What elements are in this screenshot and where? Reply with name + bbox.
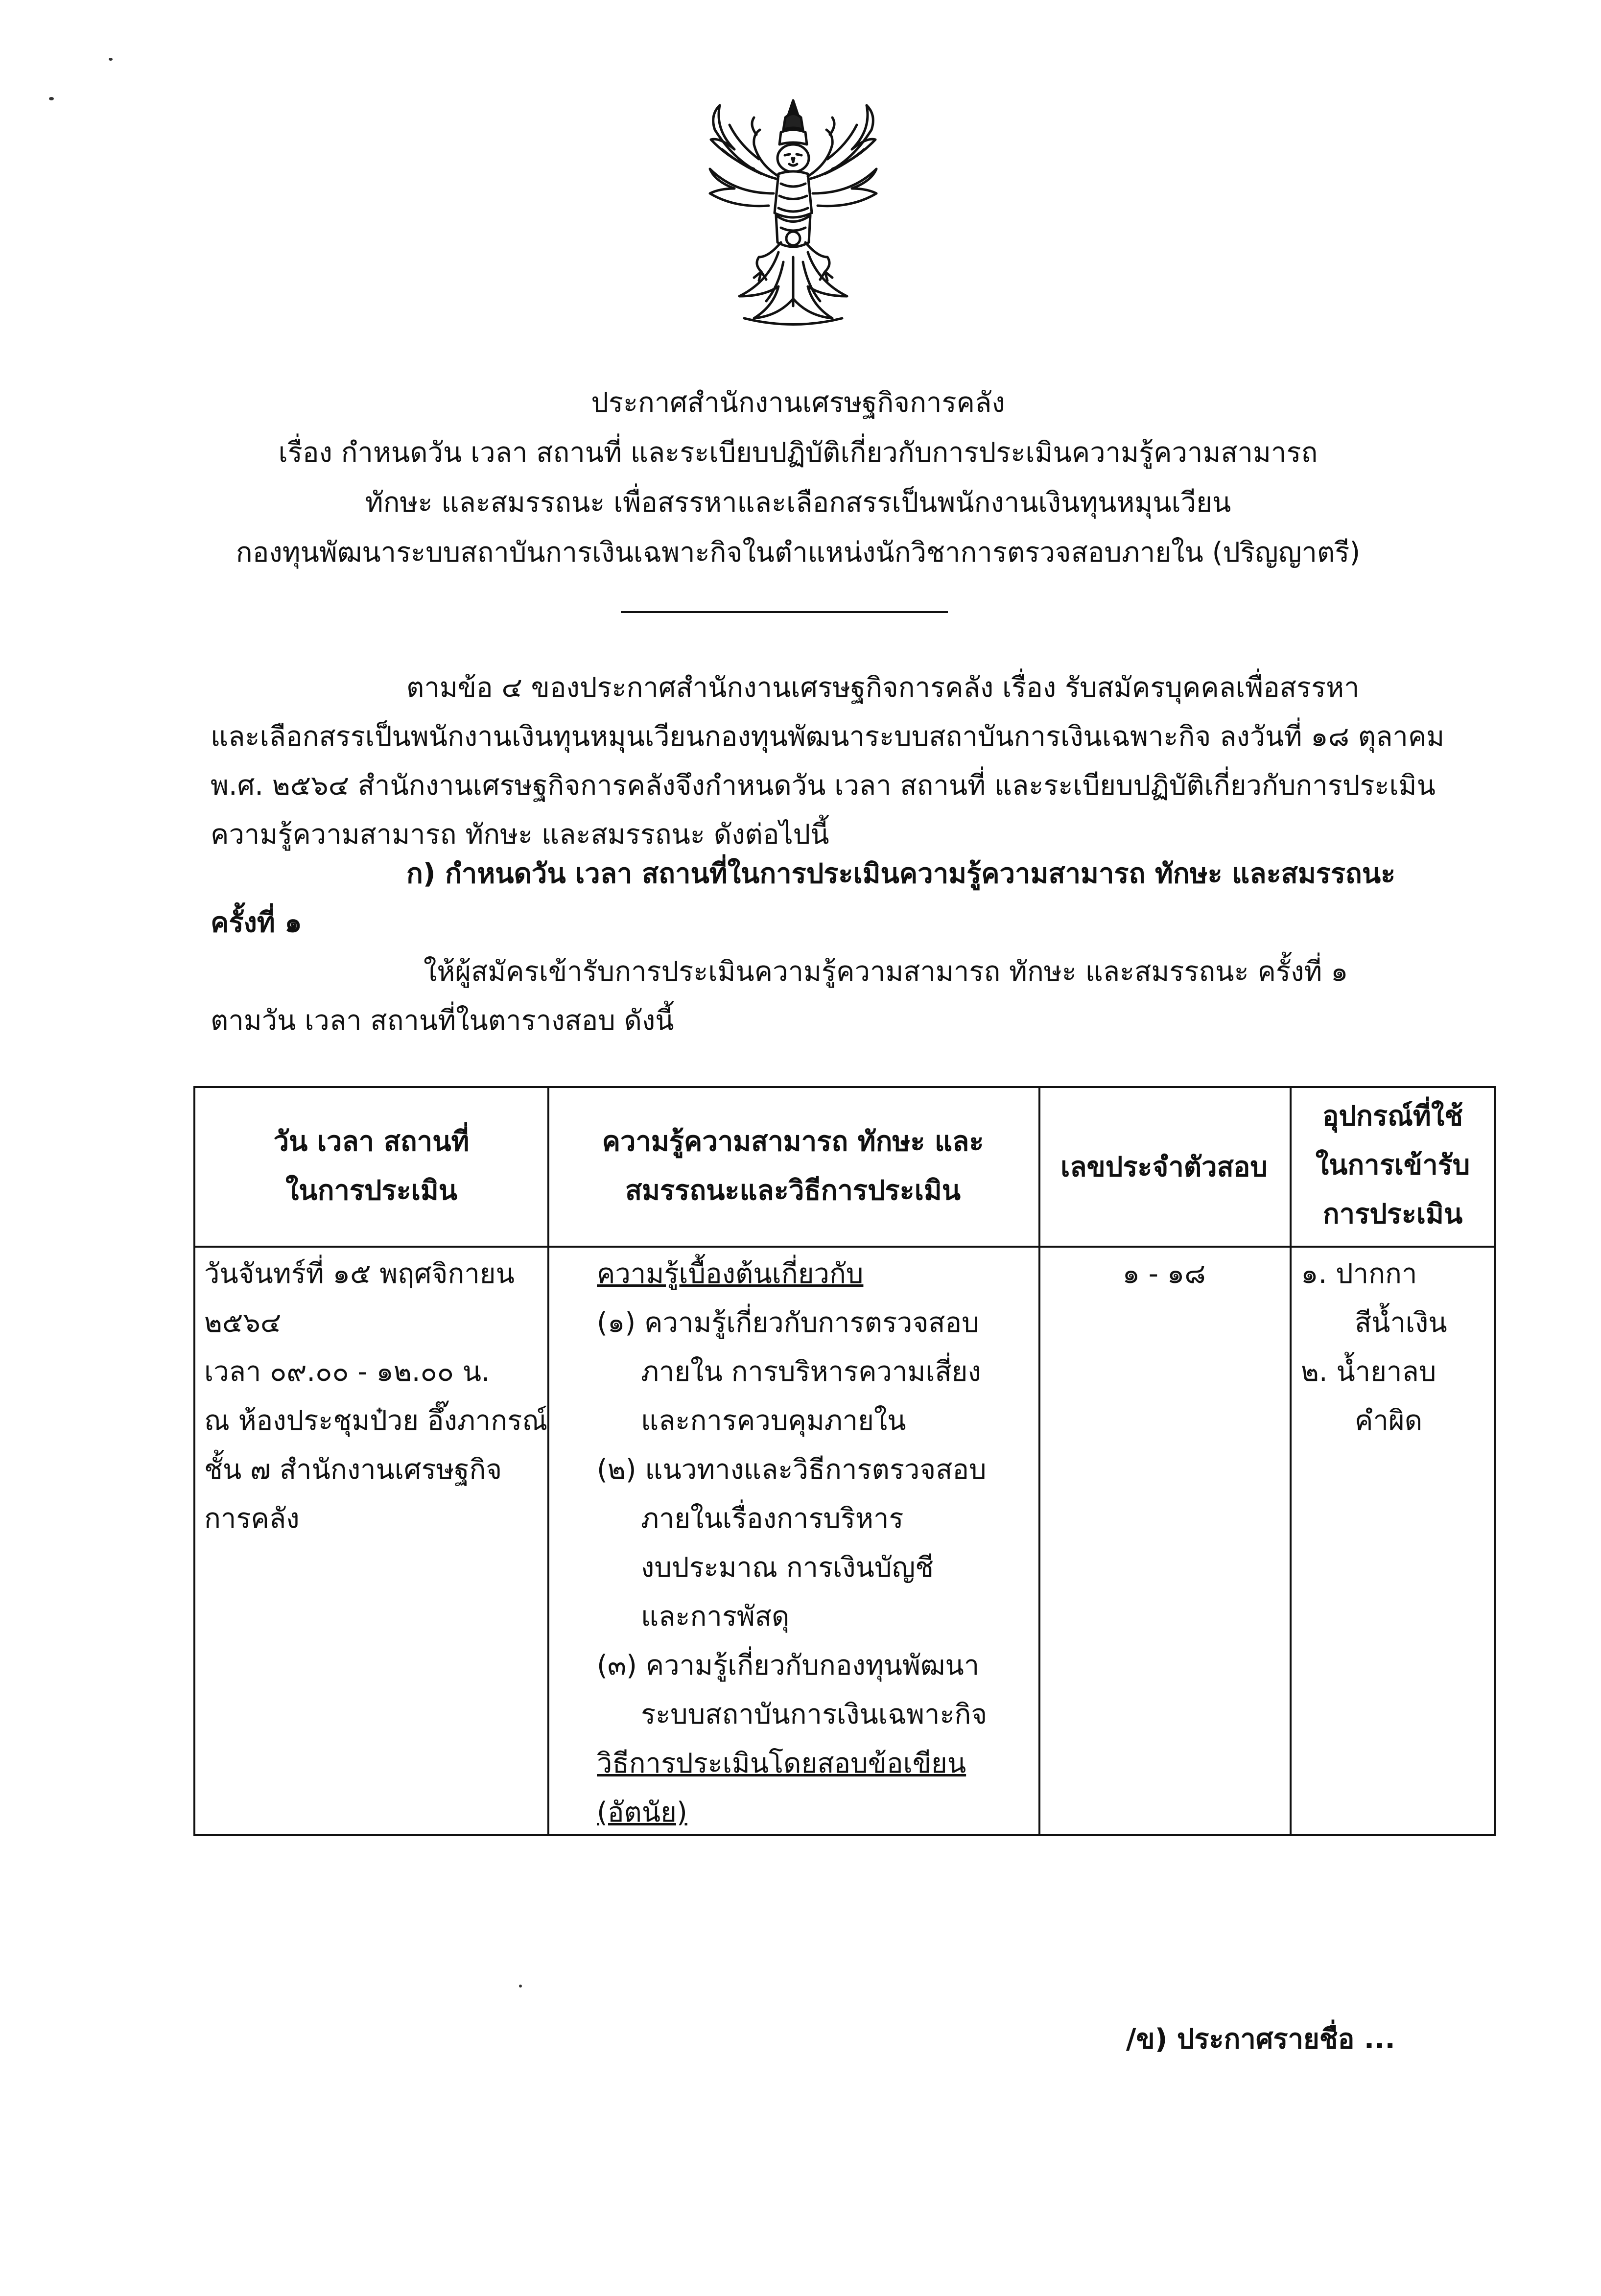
cell-topic: ความรู้เบื้องต้นเกี่ยวกับ: [597, 1258, 864, 1290]
cell-line: ระบบสถาบันการเงินเฉพาะกิจ: [641, 1699, 988, 1730]
header-text: ในการประเมิน: [285, 1175, 458, 1207]
section-heading-line: ครั้งที่ ๑: [211, 907, 302, 939]
paragraph-line: และเลือกสรรเป็นพนักงานเงินทุนหมุนเวียนกองทุนพัฒนาระบบสถาบันการเงินเฉพาะกิจ ลงวันที่ ๑๘ ตุลาคม: [211, 721, 1445, 753]
subject-line: เรื่อง กำหนดวัน เวลา สถานที่ และระเบียบปฏิบัติเกี่ยวกับการประเมินความรู้ความสามารถ: [278, 437, 1318, 469]
scan-speck: [109, 58, 113, 61]
paragraph-line: ตามข้อ ๔ ของประกาศสำนักงานเศรษฐกิจการคลัง เรื่อง รับสมัครบุคคลเพื่อสรรหา: [406, 672, 1360, 704]
title-divider: [621, 611, 948, 613]
table-cell-date-place: [204, 1250, 547, 1543]
cell-line: (๒) แนวทางและวิธีการตรวจสอบ: [597, 1454, 987, 1486]
header-text: สมรรถนะและวิธีการประเมิน: [625, 1175, 961, 1207]
table-column-divider: [1038, 1088, 1040, 1834]
table-cell-equipment: [1301, 1250, 1447, 1445]
cell-line: ๑ - ๑๘: [1122, 1258, 1206, 1290]
cell-line: การคลัง: [204, 1503, 300, 1535]
cell-method: วิธีการประเมินโดยสอบข้อเขียน: [597, 1748, 966, 1779]
scan-speck: [519, 1985, 522, 1988]
table-header-competency: [547, 1117, 1038, 1215]
header-text: อุปกรณ์ที่ใช้: [1322, 1100, 1463, 1132]
cell-method: (อัตนัย): [597, 1797, 687, 1828]
cell-line: วันจันทร์ที่ ๑๕ พฤศจิกายน: [204, 1258, 515, 1290]
table-header-exam-number: [1038, 1143, 1290, 1192]
cell-line: ภายใน การบริหารความเสี่ยง: [641, 1356, 981, 1388]
header-text: ในการเข้ารับ: [1315, 1149, 1470, 1181]
cell-line: ภายในเรื่องการบริหาร: [641, 1503, 904, 1535]
continuation-note: /ข) ประกาศรายชื่อ ...: [1126, 2023, 1395, 2055]
header-text: ความรู้ความสามารถ ทักษะ และ: [602, 1126, 984, 1158]
table-header-date-place: [195, 1117, 547, 1215]
section-a-body: [211, 947, 1449, 1045]
table-cell-exam-number: [1038, 1250, 1290, 1299]
scan-speck: [49, 97, 54, 100]
announcement-title: ประกาศสำนักงานเศรษฐกิจการคลัง: [591, 387, 1005, 419]
subject-line: ทักษะ และสมรรถนะ เพื่อสรรหาและเลือกสรรเป็นพนักงานเงินทุนหมุนเวียน: [365, 487, 1231, 519]
section-heading-line: ก) กำหนดวัน เวลา สถานที่ในการประเมินความรู้ความสามารถ ทักษะ และสมรรถนะ: [406, 858, 1396, 890]
cell-line: ชั้น ๗ สำนักงานเศรษฐกิจ: [204, 1454, 502, 1486]
table-header-equipment: [1290, 1092, 1496, 1239]
cell-line: ๑. ปากกา: [1301, 1258, 1417, 1290]
subject-line: กองทุนพัฒนาระบบสถาบันการเงินเฉพาะกิจในตำแหน่งนักวิชาการตรวจสอบภายใน (ปริญญาตรี): [235, 537, 1361, 568]
cell-line: และการพัสดุ: [641, 1601, 790, 1633]
cell-line: (๓) ความรู้เกี่ยวกับกองทุนพัฒนา: [597, 1650, 980, 1681]
cell-line: คำผิด: [1355, 1405, 1423, 1437]
cell-line: เวลา ๐๙.๐๐ - ๑๒.๐๐ น.: [204, 1356, 490, 1388]
header-text: การประเมิน: [1322, 1198, 1463, 1230]
table-cell-competency: [597, 1250, 987, 1837]
paragraph-line: ความรู้ความสามารถ ทักษะ และสมรรถนะ ดังต่อไปนี้: [211, 819, 829, 851]
paragraph-line: ตามวัน เวลา สถานที่ในตารางสอบ ดังนี้: [211, 1005, 674, 1037]
cell-line: สีน้ำเงิน: [1355, 1307, 1447, 1339]
section-a-heading: [211, 850, 1449, 947]
garuda-emblem-icon: [681, 95, 906, 331]
cell-line: และการควบคุมภายใน: [641, 1405, 906, 1437]
cell-line: (๑) ความรู้เกี่ยวกับการตรวจสอบ: [597, 1307, 979, 1339]
header-text: เลขประจำตัวสอบ: [1060, 1151, 1268, 1183]
cell-line: ๒๕๖๔: [204, 1307, 282, 1339]
cell-line: ณ ห้องประชุมป๋วย อึ๊งภากรณ์: [204, 1405, 548, 1437]
header-text: วัน เวลา สถานที่: [273, 1126, 470, 1158]
paragraph-line: พ.ศ. ๒๕๖๔ สำนักงานเศรษฐกิจการคลังจึงกำหนดวัน เวลา สถานที่ และระเบียบปฏิบัติเกี่ยวกับการประเมิน: [211, 770, 1436, 802]
paragraph-line: ให้ผู้สมัครเข้ารับการประเมินความรู้ความสามารถ ทักษะ และสมรรถนะ ครั้งที่ ๑: [424, 956, 1348, 988]
exam-schedule-table: [193, 1086, 1496, 1836]
intro-paragraph: [211, 663, 1449, 859]
cell-line: งบประมาณ การเงินบัญชี: [641, 1552, 934, 1584]
cell-line: ๒. น้ำยาลบ: [1301, 1356, 1436, 1388]
table-header-divider: [195, 1246, 1494, 1248]
